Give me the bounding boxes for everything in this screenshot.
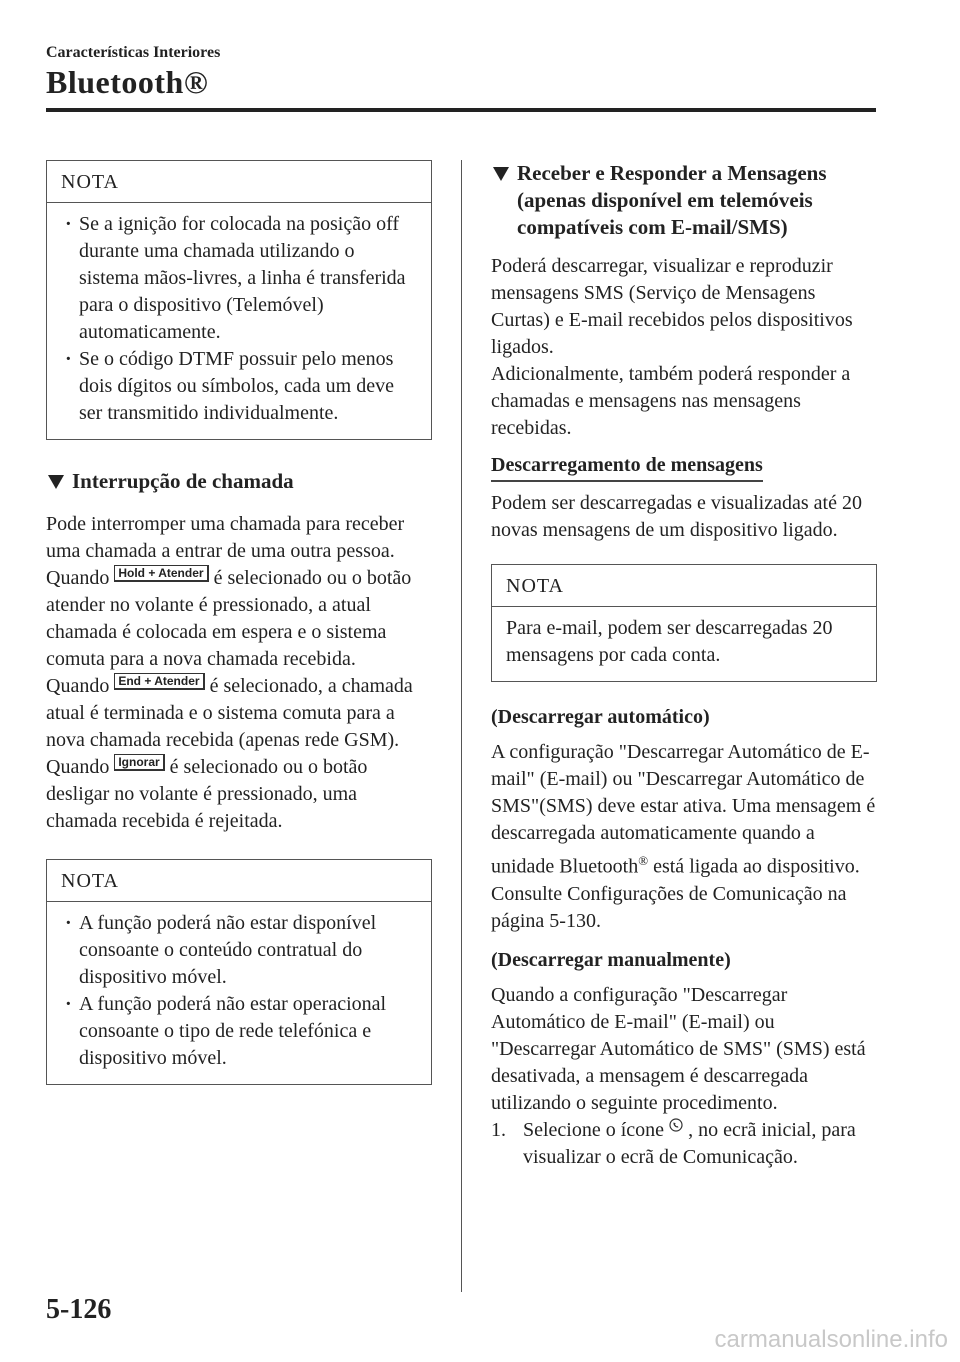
subheading: (Descarregar manualmente) <box>491 948 731 971</box>
paragraph <box>491 739 877 881</box>
paragraph: Poderá descarregar, visualizar e reproduzir mensagens SMS (Serviço de Mensagens Curtas) e E-mail recebidos pelos dispositivos ligados. <box>491 255 853 358</box>
nota-bullet: · A função poderá não estar operacional consoante o tipo de rede telefónica e dispositivo móvel. <box>61 991 419 1072</box>
paragraph <box>46 754 432 835</box>
column-divider <box>461 160 462 1292</box>
nota-text: Para e-mail, podem ser descarregadas 20 mensagens por cada conta. <box>506 617 833 666</box>
nota-box <box>46 859 432 1085</box>
page-number: 5-126 <box>46 1294 112 1325</box>
hold-answer-button-icon: Hold + Atender <box>114 565 208 582</box>
right-column <box>491 160 877 1171</box>
end-answer-button-icon: End + Atender <box>114 673 204 690</box>
section-heading <box>46 468 432 495</box>
paragraph: Pode interromper uma chamada para receber uma chamada a entrar de uma outra pessoa. <box>46 513 405 562</box>
subheading: (Descarregar automático) <box>491 706 710 728</box>
nota-label: NOTA <box>47 161 431 203</box>
page-title: Bluetooth® <box>46 64 209 100</box>
nota-bullet: · A função poderá não estar disponível consoante o conteúdo contratual do dispositivo móvel. <box>61 910 419 991</box>
text: Quando <box>46 675 115 697</box>
nota-box <box>491 564 877 682</box>
left-column <box>46 160 432 1085</box>
header-rule <box>46 108 876 112</box>
nota-label: NOTA <box>47 860 431 902</box>
section-heading-text: Interrupção de chamada <box>72 469 294 493</box>
text: é selecionado, a chamada atual é terminada e o sistema comuta para a nova chamada recebida (apenas rede GSM). <box>46 675 413 751</box>
subheading: Descarregamento de mensagens <box>491 452 763 482</box>
ignore-button-icon: Ignorar <box>114 754 164 771</box>
section-heading <box>491 160 877 241</box>
text: Quando <box>46 756 115 778</box>
text: está ligada ao dispositivo. <box>648 855 860 878</box>
nota-label: NOTA <box>492 565 876 607</box>
nota-box <box>46 160 432 440</box>
text: , no ecrã inicial, para visualizar o ecrã de Comunicação. <box>523 1118 856 1168</box>
paragraph: Quando a configuração "Descarregar Automático de E-mail" (E-mail) ou "Descarregar Automático de SMS" (SMS) está desativada, a mensagem é descarregada utilizando o seguinte procedimento. <box>491 983 866 1114</box>
text: A configuração "Descarregar Automático de E-mail" (E-mail) ou "Descarregar Automático de SMS"(SMS) deve estar ativa. Uma mensagem é descarregada automaticamente quando a unidade Bluetooth <box>491 741 876 878</box>
paragraph: Adicionalmente, também poderá responder a chamadas e mensagens nas mensagens recebidas. <box>491 363 851 439</box>
paragraph <box>46 673 432 754</box>
triangle-marker-icon <box>493 167 509 181</box>
paragraph: Podem ser descarregadas e visualizadas até 20 novas mensagens de um dispositivo ligado. <box>491 492 862 541</box>
registered-mark: ® <box>638 853 649 868</box>
header-section-label: Características Interiores <box>46 44 221 61</box>
text: Selecione o ícone <box>523 1118 670 1141</box>
list-number: 1. <box>491 1118 506 1141</box>
nota-bullet: · Se a ignição for colocada na posição off durante uma chamada utilizando o sistema mãos-livres, a linha é transferida para o dispositivo (Telemóvel) automaticamente. <box>61 211 419 346</box>
paragraph: Consulte Configurações de Comunicação na página 5-130. <box>491 882 847 932</box>
text: é selecionado ou o botão desligar no volante é pressionado, uma chamada recebida é rejeitada. <box>46 756 368 832</box>
section-heading-text: Receber e Responder a Mensagens (apenas disponível em telemóveis compatíveis com E-mail/SMS) <box>517 161 827 239</box>
nota-bullet: · Se o código DTMF possuir pelo menos dois dígitos ou símbolos, cada um deve ser transmitido individualmente. <box>61 346 419 427</box>
text: é selecionado ou o botão atender no volante é pressionado, a atual chamada é colocada em espera e o sistema comuta para a nova chamada recebida. <box>46 567 412 670</box>
list-item <box>491 1117 877 1171</box>
communication-icon <box>669 1118 683 1132</box>
paragraph <box>46 565 432 673</box>
text: Quando <box>46 567 115 589</box>
watermark: carmanualsonline.info <box>714 1326 948 1353</box>
triangle-marker-icon <box>48 475 64 489</box>
